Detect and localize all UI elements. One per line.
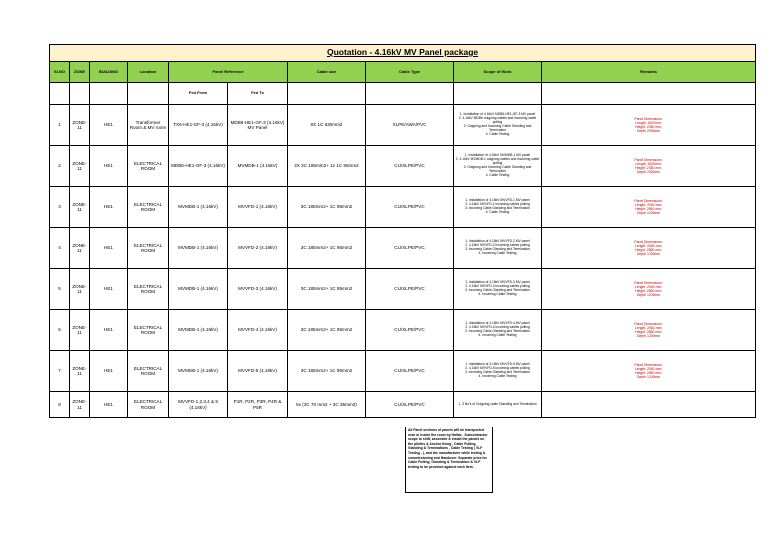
cell-slno: 2 [50, 146, 70, 187]
cell-scope [454, 351, 542, 392]
remark-line: Length: 2060 mm; [634, 284, 663, 289]
cell-zone: ZONE-11 [70, 310, 90, 351]
remark-line: Height: 2350 mm; [635, 125, 662, 129]
table-row [50, 392, 756, 418]
cell-building: HE1 [90, 105, 128, 146]
cell-cable-type: CU/XLPE/PVC [366, 310, 454, 351]
cell-fed-from: MVMDB-1 (4.16kV) [169, 228, 228, 269]
scope-line: 1. Installation of 4.16kV MVVFD-4 MV panel [465, 321, 530, 326]
cell-remarks [542, 146, 756, 187]
scope-line: 4. Cable Testing [485, 209, 510, 214]
header-scope: Scope of Work [454, 62, 542, 83]
table-row [50, 146, 756, 187]
cell-slno: 7 [50, 351, 70, 392]
cell-cable-size: 3C 185mm2+ 1C 95mm2 [288, 351, 366, 392]
cell-fed-from: MVMDB-1 (4.16kV) [169, 269, 228, 310]
cell-scope [454, 310, 542, 351]
table-row [50, 105, 756, 146]
header-cable-size: Cable size [288, 62, 366, 83]
cell-slno: 5 [50, 269, 70, 310]
cell-building: HE1 [90, 228, 128, 269]
cell-zone: ZONE-11 [70, 351, 90, 392]
cell-remarks [542, 310, 756, 351]
scope-line: 3. Incoming Cable Glanding and Termination [464, 329, 530, 333]
subheader-blank [128, 83, 169, 105]
scope-line: 1. Installation of 4.16kV MVMDB-1 MV panel [464, 153, 531, 158]
header-zone: ZONE [70, 62, 90, 83]
cell-cable-size: 3C 185mm2+ 1C 95mm2 [288, 269, 366, 310]
scope-line: 2. 4.16kV MVVFD-4 incoming cables pulling [465, 325, 530, 330]
cell-zone: ZONE-11 [70, 228, 90, 269]
header-building: BUILDING [90, 62, 128, 83]
cell-location: ELECTRICAL ROOM [128, 228, 169, 269]
cell-remarks [542, 228, 756, 269]
scope-line: 3. Incoming Cable Glanding and Termination [464, 370, 530, 374]
remark-line: Length: 2060 mm; [634, 366, 663, 371]
scope-line: 3. Outgoing and Incoming Cable Glanding and Termination [463, 165, 532, 173]
cell-fed-to: MVVFD-1 (4.16kV) [228, 187, 288, 228]
scope-line: 3. Incoming Cable Glanding and Termination [464, 247, 530, 251]
remark-line: Length: 2060 mm; [634, 325, 663, 330]
scope-line: 1. 3 No's of Outgoing cable Glanding and Termination [458, 401, 537, 406]
cell-remarks [542, 105, 756, 146]
remark-line: Panel Dimensions: [634, 116, 663, 121]
remark-line: Height: 2850 mm; [635, 371, 662, 375]
cell-cable-type: CU/XLPE/PVC [366, 228, 454, 269]
remark-line: Length: 4400mm; [635, 120, 662, 125]
cell-cable-type: CU/XLPE/PVC [366, 269, 454, 310]
cell-remarks [542, 351, 756, 392]
cell-cable-size: 3C 185mm2+ 1C 95mm2 [288, 228, 366, 269]
subheader-fed-to: Fed To [228, 83, 288, 105]
header-panel-reference: Panel Reference [169, 62, 288, 83]
scope-line: 4. Incoming Cable Testing [478, 373, 517, 378]
cell-slno: 8 [50, 392, 70, 418]
subheader-blank [454, 83, 542, 105]
scope-line: 2. 4.16kV MVVFD-3 incoming cables pulling [465, 284, 530, 289]
cell-location: Transformer Room & MV room [128, 105, 169, 146]
cell-cable-size: 3C 185mm2+ 1C 95mm2 [288, 187, 366, 228]
scope-line: 2. 4.16kV MVVFD-5 incoming cables pulling [465, 366, 530, 371]
cell-cable-size: 2X 3C 185mm2+ 1x 1C 95mm2 [288, 146, 366, 187]
cell-fed-to: MVVFD-5 (4.16kV) [228, 351, 288, 392]
cell-remarks [542, 187, 756, 228]
subheader-blank [366, 83, 454, 105]
scope-line: 4. Cable Testing [485, 131, 510, 136]
header-cable-type: Cable Type [366, 62, 454, 83]
cell-zone: ZONE-11 [70, 187, 90, 228]
remark-line: Panel Dimensions: [634, 280, 663, 285]
cell-remarks [542, 269, 756, 310]
header-slno: Sl.NO [50, 62, 70, 83]
table-row [50, 269, 756, 310]
scope-line: 1. Installation of 4.16kV MVVFD-2 MV panel [465, 239, 530, 244]
remark-line: Height: 2850 mm; [635, 207, 662, 211]
scope-note: All Panel sections of panels will be transported near or inside the room by Hallas . Subcontractor scope to shift, assemble & install the panels on the plinths & Anchor fixing , Cable Pulling, Glanding & Terminations , Cable Testing ( VLF Testing - ), and the manufacturer while testing & commissioning and Handover. Separate price for Cable Pulling, Glanding & Termination & VLF testing to be provided against each Item . [405, 427, 493, 493]
remark-line: Panel Dimensions: [634, 362, 663, 367]
table-row [50, 228, 756, 269]
subheader-blank [70, 83, 90, 105]
cell-scope [454, 228, 542, 269]
cell-scope [454, 146, 542, 187]
remark-line: Panel Dimensions: [634, 321, 663, 326]
cell-fed-from: TX6-HE1-GF-3 (4.16kV) [169, 105, 228, 146]
scope-line: 3. Incoming Cable Glanding and Termination [464, 206, 530, 210]
remark-line: Height: 2850 mm; [635, 248, 662, 252]
cell-location: ELECTRICAL ROOM [128, 392, 169, 418]
scope-line: 1. Installation of 4.16kV MVVFD-5 MV panel [465, 362, 530, 367]
remark-line: Depth 1200mm [636, 375, 661, 380]
cell-slno: 4 [50, 228, 70, 269]
cell-building: HE1 [90, 269, 128, 310]
remark-line: Height: 2850 mm; [635, 330, 662, 334]
remark-line: Depth 1200mm [636, 334, 661, 339]
scope-line: 1. Installation of 4.16kV MVVFD-3 MV panel [465, 280, 530, 285]
table-row [50, 187, 756, 228]
scope-line: 4. Cable Testing [485, 172, 510, 177]
cell-scope [454, 187, 542, 228]
scope-line: 4. Incoming Cable Testing [478, 250, 517, 255]
cell-zone: ZONE-11 [70, 146, 90, 187]
scope-line: 3. Incoming Cable Glanding and Termination [464, 288, 530, 292]
cell-fed-to: MVVFD-4 (4.16kV) [228, 310, 288, 351]
cell-cable-size: 8X 1C 630mm2 [288, 105, 366, 146]
header-location: Location [128, 62, 169, 83]
cell-location: ELECTRICAL ROOM [128, 187, 169, 228]
remark-line: Height: 2850 mm; [635, 289, 662, 293]
scope-line: 2. 4.16kV MVVFD-1 incoming cables pulling [465, 202, 530, 207]
cell-building: HE1 [90, 351, 128, 392]
quotation-table [49, 44, 756, 418]
cell-zone: ZONE-11 [70, 392, 90, 418]
subheader-blank [542, 83, 756, 105]
remark-line: Depth 2000mm [636, 129, 661, 134]
cell-location: ELECTRICAL ROOM [128, 269, 169, 310]
scope-line: 2. 4.16kV MDB6 outgoing cables and incoming cable pulling [458, 116, 537, 125]
cell-slno: 1 [50, 105, 70, 146]
remark-line: Depth 2000mm [636, 170, 661, 175]
cell-location: ELECTRICAL ROOM [128, 146, 169, 187]
cell-fed-from: MVVFD-1,2,3,4 & 5 (4.16kV) [169, 392, 228, 418]
scope-line: 1. Installation of 4.16kV MDB6-HE1-GF-3 MV panel [459, 112, 536, 117]
remark-line: Depth 1200mm [636, 252, 661, 257]
subheader-blank [288, 83, 366, 105]
table-title: Quotation - 4.16kV MV Panel package [50, 45, 756, 62]
remark-line: Panel Dimensions: [634, 157, 663, 162]
cell-slno: 3 [50, 187, 70, 228]
header-remarks: Remarks [542, 62, 756, 83]
cell-fed-to: MVVFD-3 (4.16kV) [228, 269, 288, 310]
cell-cable-type: XLPE/AWA/PVC [366, 105, 454, 146]
cell-scope [454, 105, 542, 146]
cell-scope [454, 392, 542, 418]
table-row [50, 351, 756, 392]
cell-building: HE1 [90, 310, 128, 351]
cell-fed-from: MVMDB-1 (4.16kV) [169, 187, 228, 228]
remark-line: Length: 2060 mm; [634, 202, 663, 207]
subheader-blank [90, 83, 128, 105]
cell-fed-to: MDB6-HE1-GF-3 (4.16kV) MV Panel [228, 105, 288, 146]
subheader-fed-from: Fed From [169, 83, 228, 105]
cell-cable-type: CU/XLPE/PVC [366, 146, 454, 187]
scope-line: 2. 4.16kV MVVFD-2 incoming cables pulling [465, 243, 530, 248]
cell-location: ELECTRICAL ROOM [128, 351, 169, 392]
cell-remarks [542, 392, 756, 418]
cell-cable-type: CU/XLPE/PVC [366, 351, 454, 392]
scope-line: 2. 4.16kV MVMDB-1 outgoing cables and incoming cable pulling [455, 157, 540, 166]
cell-fed-to: MVMDB-1 (4.16kV) [228, 146, 288, 187]
cell-zone: ZONE-11 [70, 269, 90, 310]
cell-cable-size: 3C 185mm2+ 1C 95mm2 [288, 310, 366, 351]
cell-cable-size: 5x (3C 70 mm2 + 3C 35mm2) [288, 392, 366, 418]
remark-line: Length: 4400mm; [635, 161, 662, 166]
cell-slno: 6 [50, 310, 70, 351]
cell-fed-to: P1R, P2R, P3R, P4R & P5R [228, 392, 288, 418]
cell-building: HE1 [90, 187, 128, 228]
scope-line: 4. Incoming Cable Testing [478, 291, 517, 296]
cell-cable-type: CU/XLPE/PVC [366, 392, 454, 418]
cell-zone: ZONE-11 [70, 105, 90, 146]
cell-fed-from: MDB6-HE1-GF-3 (4.16kV) [169, 146, 228, 187]
scope-line: 4. Incoming Cable Testing [478, 332, 517, 337]
scope-line: 3. Outgoing and Incoming Cable Glanding and Termination [463, 124, 532, 132]
cell-fed-to: MVVFD-2 (4.16kV) [228, 228, 288, 269]
cell-location: ELECTRICAL ROOM [128, 310, 169, 351]
subheader-blank [50, 83, 70, 105]
remark-line: Length: 2060 mm; [634, 243, 663, 248]
cell-building: HE1 [90, 392, 128, 418]
remark-line: Panel Dimensions: [634, 239, 663, 244]
cell-fed-from: MVMDB-1 (4.16kV) [169, 310, 228, 351]
remark-line: Depth 1200mm [636, 211, 661, 216]
cell-building: HE1 [90, 146, 128, 187]
remark-line: Height: 2350 mm; [635, 166, 662, 170]
table-row [50, 310, 756, 351]
remark-line: Depth 1200mm [636, 293, 661, 298]
scope-line: 1. Installation of 4.16kV MVVFD-1 MV panel [465, 198, 530, 203]
cell-fed-from: MVMDB-1 (4.16kV) [169, 351, 228, 392]
remark-line: Panel Dimensions: [634, 198, 663, 203]
cell-scope [454, 269, 542, 310]
cell-cable-type: CU/XLPE/PVC [366, 187, 454, 228]
